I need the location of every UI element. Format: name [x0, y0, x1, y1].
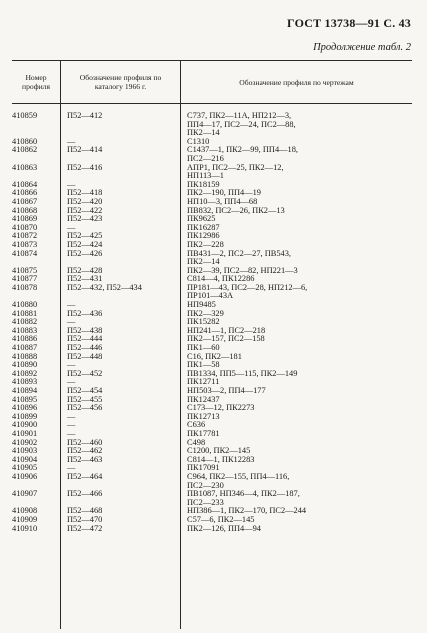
profile-number: 410870 — [12, 222, 38, 232]
profile-number: 410905 — [12, 463, 38, 473]
drawing-designation: С814—4, ПК12286 — [187, 274, 255, 284]
catalog-designation: П52—455 — [67, 394, 103, 404]
drawing-designation: С173—12, ПК2273 — [187, 403, 255, 413]
table-row — [12, 284, 412, 301]
drawing-designation: ПК2—329 — [187, 308, 224, 318]
catalog-designation: П52—460 — [67, 437, 103, 447]
drawing-designation: ПК17781 — [187, 428, 220, 438]
profile-number: 410866 — [12, 188, 38, 198]
catalog-designation: П52—432, П52—434 — [67, 282, 142, 292]
table-row — [12, 250, 412, 267]
profile-number: 410882 — [12, 317, 38, 327]
profile-number: 410872 — [12, 231, 38, 241]
catalog-designation: — — [67, 136, 76, 146]
profile-number: 410863 — [12, 162, 38, 172]
drawing-designation: ПК2—157, ПС2—158 — [187, 334, 265, 344]
drawing-designation: ПК18159 — [187, 179, 220, 189]
profile-number: 410873 — [12, 239, 38, 249]
table-row — [12, 525, 412, 534]
profile-number: 410899 — [12, 411, 38, 421]
profile-number: 410864 — [12, 179, 38, 189]
catalog-designation: П52—425 — [67, 231, 103, 241]
profile-number: 410883 — [12, 325, 38, 335]
drawing-designation: ПК1—58 — [187, 360, 220, 370]
drawing-designation: ПВ1087, НП346—4, ПК2—187, ПС2—233 — [187, 489, 300, 507]
table-body — [12, 104, 412, 629]
drawing-designation: ПК17091 — [187, 463, 220, 473]
profile-number: 410875 — [12, 265, 38, 275]
catalog-designation: П52—420 — [67, 196, 103, 206]
profile-number: 410892 — [12, 368, 38, 378]
catalog-designation: П52—414 — [67, 145, 103, 155]
catalog-designation: П52—422 — [67, 205, 103, 215]
column-header-number: Номер профиля — [22, 73, 50, 91]
drawing-designation: ПВ1334, ПП5—115, ПК2—149 — [187, 368, 298, 378]
profile-number: 410877 — [12, 274, 38, 284]
drawing-designation: ПК1—60 — [187, 343, 220, 353]
catalog-designation: П52—424 — [67, 239, 103, 249]
drawing-designation: ПК12986 — [187, 231, 220, 241]
catalog-designation: П52—448 — [67, 351, 103, 361]
profile-number: 410867 — [12, 196, 38, 206]
table-row — [12, 164, 412, 181]
drawing-designation: НП9485 — [187, 300, 216, 310]
profile-number: 410894 — [12, 386, 38, 395]
profile-number: 410878 — [12, 282, 38, 292]
drawing-designation: НП10—3, ПП4—68 — [187, 196, 258, 206]
drawing-designation: С737, ПК2—11А, НП212—3, ПП4—17, ПС2—24, ПС2—88, ПК2—14 — [187, 111, 296, 138]
catalog-designation: П52—456 — [67, 403, 103, 413]
catalog-designation: — — [67, 428, 76, 438]
table-header — [12, 60, 412, 104]
drawing-designation: ПК2—39, ПС2—82, НП221—3 — [187, 265, 298, 275]
profile-number: 410874 — [12, 248, 38, 258]
catalog-designation: П52—426 — [67, 248, 103, 258]
profile-number: 410908 — [12, 506, 38, 516]
drawing-designation: НП503—2, ПП4—177 — [187, 386, 266, 395]
drawing-designation: С1437—1, ПК2—99, ПП4—18, ПС2—216 — [187, 145, 298, 163]
drawing-designation: НП386—1, ПК2—170, ПС2—244 — [187, 506, 307, 516]
profile-number: 410903 — [12, 446, 38, 456]
catalog-designation: — — [67, 420, 76, 430]
profile-number: 410862 — [12, 145, 38, 155]
catalog-designation: — — [67, 179, 76, 189]
profile-number: 410859 — [12, 111, 38, 120]
drawing-designation: ПВ431—2, ПС2—27, ПВ543, ПК2—14 — [187, 248, 291, 267]
profile-number: 410910 — [12, 523, 38, 533]
column-header-catalog: Обозначение профиля по каталогу 1966 г. — [60, 61, 180, 103]
catalog-designation: П52—418 — [67, 188, 103, 198]
catalog-designation: П52—452 — [67, 368, 103, 378]
catalog-designation: — — [67, 300, 76, 310]
column-divider — [60, 104, 61, 629]
profile-number: 410906 — [12, 471, 38, 481]
drawing-designation: ПК12437 — [187, 394, 220, 404]
catalog-designation: П52—472 — [67, 523, 103, 533]
table-row — [12, 473, 412, 490]
profile-number: 410869 — [12, 214, 38, 224]
drawing-designation: ПК16287 — [187, 222, 220, 232]
profile-number: 410881 — [12, 308, 38, 318]
drawing-designation: ПК9625 — [187, 214, 216, 224]
catalog-designation: П52—462 — [67, 446, 103, 456]
drawing-designation: С498 — [187, 437, 206, 447]
profile-number: 410902 — [12, 437, 38, 447]
profile-table — [12, 60, 412, 629]
catalog-designation: — — [67, 222, 76, 232]
catalog-designation: П52—416 — [67, 162, 103, 172]
column-divider — [180, 104, 181, 629]
profile-number: 410860 — [12, 136, 38, 146]
drawing-designation: С636 — [187, 420, 206, 430]
catalog-designation: П52—466 — [67, 489, 103, 499]
table-row — [12, 490, 412, 507]
catalog-designation: П52—446 — [67, 343, 103, 353]
catalog-designation: П52—438 — [67, 325, 103, 335]
drawing-designation: ПР181—43, ПС2—28, НП212—6, ПР101—43А — [187, 282, 308, 301]
catalog-designation: П52—468 — [67, 506, 103, 516]
profile-number: 410888 — [12, 351, 38, 361]
catalog-designation: П52—464 — [67, 471, 103, 481]
catalog-designation: — — [67, 463, 76, 473]
catalog-designation: П52—454 — [67, 386, 103, 395]
catalog-designation: — — [67, 411, 76, 421]
column-header-drawings: Обозначение профиля по чертежам — [180, 61, 412, 103]
catalog-designation: П52—444 — [67, 334, 103, 344]
catalog-designation: П52—436 — [67, 308, 103, 318]
catalog-designation: П52—423 — [67, 214, 103, 224]
drawing-designation: ПК15282 — [187, 317, 220, 327]
drawing-designation: ПК12711 — [187, 377, 220, 387]
drawing-designation: НП241—1, ПС2—218 — [187, 325, 266, 335]
table-row — [12, 146, 412, 163]
profile-number: 410890 — [12, 360, 38, 370]
profile-number: 410868 — [12, 205, 38, 215]
table-continuation-label: Продолжение табл. 2 — [313, 42, 411, 53]
catalog-designation: П52—431 — [67, 274, 103, 284]
profile-number: 410900 — [12, 420, 38, 430]
drawing-designation: С1310 — [187, 136, 210, 146]
drawing-designation: ПК2—228 — [187, 239, 224, 249]
profile-number: 410880 — [12, 300, 38, 310]
profile-number: 410895 — [12, 394, 38, 404]
catalog-designation: П52—412 — [67, 111, 103, 120]
profile-number: 410907 — [12, 489, 38, 499]
catalog-designation: П52—463 — [67, 454, 103, 464]
drawing-designation: ПК12713 — [187, 411, 220, 421]
catalog-designation: — — [67, 360, 76, 370]
catalog-designation: — — [67, 317, 76, 327]
drawing-designation: С964, ПК2—155, ПП4—116, ПС2—230 — [187, 471, 290, 490]
drawing-designation: С1200, ПК2—145 — [187, 446, 251, 456]
drawing-designation: С57—6, ПК2—145 — [187, 514, 255, 524]
page-header: ГОСТ 13738—91 С. 43 — [287, 16, 411, 30]
catalog-designation: П52—470 — [67, 514, 103, 524]
table-row — [12, 112, 412, 138]
profile-number: 410909 — [12, 514, 38, 524]
profile-number: 410904 — [12, 454, 38, 464]
catalog-designation: П52—428 — [67, 265, 103, 275]
profile-number: 410893 — [12, 377, 38, 387]
catalog-designation: — — [67, 377, 76, 387]
profile-number: 410896 — [12, 403, 38, 413]
drawing-designation: С16, ПК2—181 — [187, 351, 242, 361]
drawing-designation: ПВ832, ПС2—26, ПК2—13 — [187, 205, 285, 215]
drawing-designation: ПК2—126, ПП4—94 — [187, 523, 261, 533]
profile-number: 410901 — [12, 428, 38, 438]
drawing-designation: ПК2—190, ПП4—19 — [187, 188, 261, 198]
drawing-designation: АПР1, ПС2—25, ПК2—12, НП113—1 — [187, 162, 284, 181]
profile-number: 410886 — [12, 334, 38, 344]
profile-number: 410887 — [12, 343, 38, 353]
drawing-designation: С814—1, ПК12283 — [187, 454, 255, 464]
